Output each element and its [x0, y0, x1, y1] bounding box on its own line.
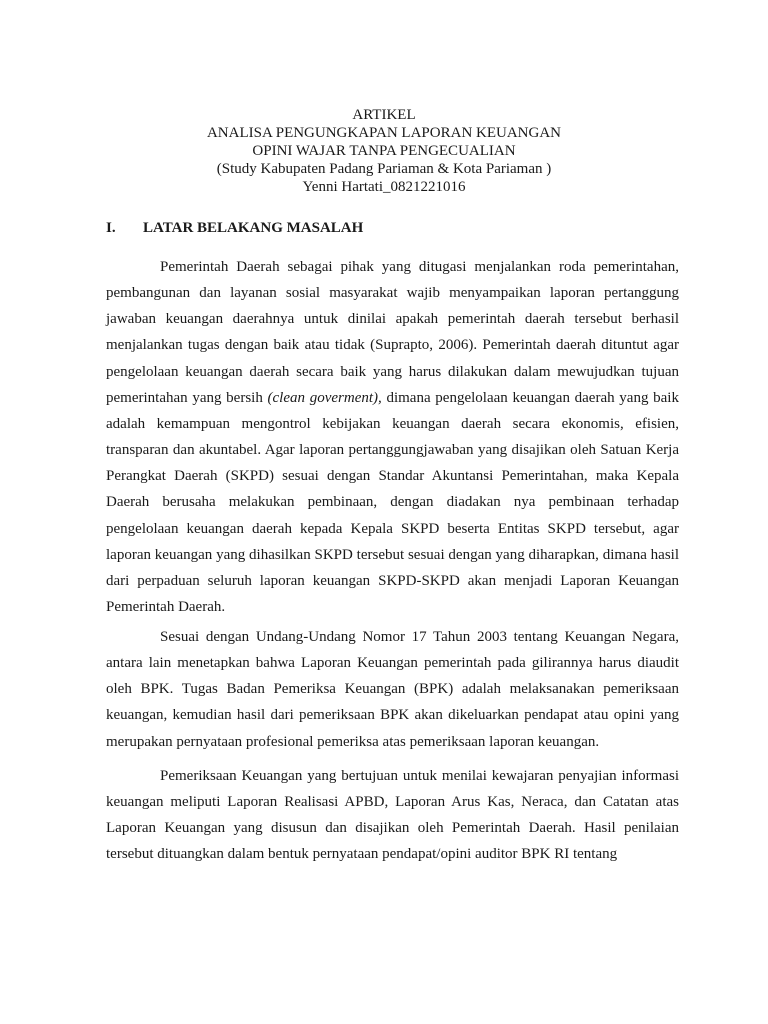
section-heading: [106, 219, 363, 237]
paragraph-1-text-b: dimana pengelolaan keuangan daerah yang baik adalah kemampuan mengontrol kebijakan keuangan daerah secara ekonomis, efisien, transparan dan akuntabel. Agar laporan pertanggungjawaban yang disajikan oleh Satuan Kerja Perangkat Daerah (SKPD) sesuai dengan Standar Akuntansi Pemerintahan, maka Kepala Daerah berusaha melakukan pembinaan, dengan diadakan nya pembinaan terhadap pengelolaan keuangan daerah kepada Kepala SKPD beserta Entitas SKPD tersebut, agar laporan keuangan yang dihasilkan SKPD tersebut sesuai dengan yang diharapkan, dimana hasil dari perpaduan seluruh laporan keuangan SKPD-SKPD akan menjadi Laporan Keuangan Pemerintah Daerah.: [106, 389, 679, 616]
paragraph-2: Sesuai dengan Undang-Undang Nomor 17 Tahun 2003 tentang Keuangan Negara, antara lain menetapkan bahwa Laporan Keuangan pemerintah pada gilirannya harus diaudit oleh BPK. Tugas Badan Pemeriksa Keuangan (BPK) adalah melaksanakan pemeriksaan keuangan, kemudian hasil dari pemeriksaan BPK akan dikeluarkan pendapat atau opini yang merupakan pernyataan profesional pemeriksa atas pemeriksaan laporan keuangan.: [106, 629, 679, 750]
article-title: ANALISA PENGUNGKAPAN LAPORAN KEUANGAN: [206, 125, 562, 141]
section-title: LATAR BELAKANG MASALAH: [143, 220, 364, 236]
paragraph-1-italic-term: (clean goverment),: [267, 389, 382, 406]
paragraph-1-text-a: Pemerintah Daerah sebagai pihak yang ditugasi menjalankan roda pemerintahan, pembangunan dan layanan sosial masyarakat wajib menyampaikan laporan pertanggung jawaban keuangan daerahnya untuk dinilai apakah pemerintah daerah tersebut berhasil menjalankan tugas dengan baik atau tidak (Suprapto, 2006). Pemerintah daerah dituntut agar pengelolaan keuangan daerah secara baik yang harus dilakukan dalam mewujudkan tujuan pemerintahan yang bersih: [106, 259, 679, 406]
study-scope: (Study Kabupaten Padang Pariaman & Kota Pariaman ): [216, 161, 552, 177]
paragraph-1: [106, 254, 679, 620]
section-number: I.: [106, 220, 116, 236]
article-label: ARTIKEL: [352, 107, 416, 123]
article-subtitle: OPINI WAJAR TANPA PENGECUALIAN: [252, 143, 516, 159]
title-block: [0, 106, 768, 196]
author-line: Yenni Hartati_0821221016: [302, 179, 466, 195]
paragraph-3: Pemeriksaan Keuangan yang bertujuan untuk menilai kewajaran penyajian informasi keuangan meliputi Laporan Realisasi APBD, Laporan Arus Kas, Neraca, dan Catatan atas Laporan Keuangan yang disusun dan disajikan oleh Pemerintah Daerah. Hasil penilaian tersebut dituangkan dalam bentuk pernyataan pendapat/opini auditor BPK RI tentang: [106, 768, 679, 863]
